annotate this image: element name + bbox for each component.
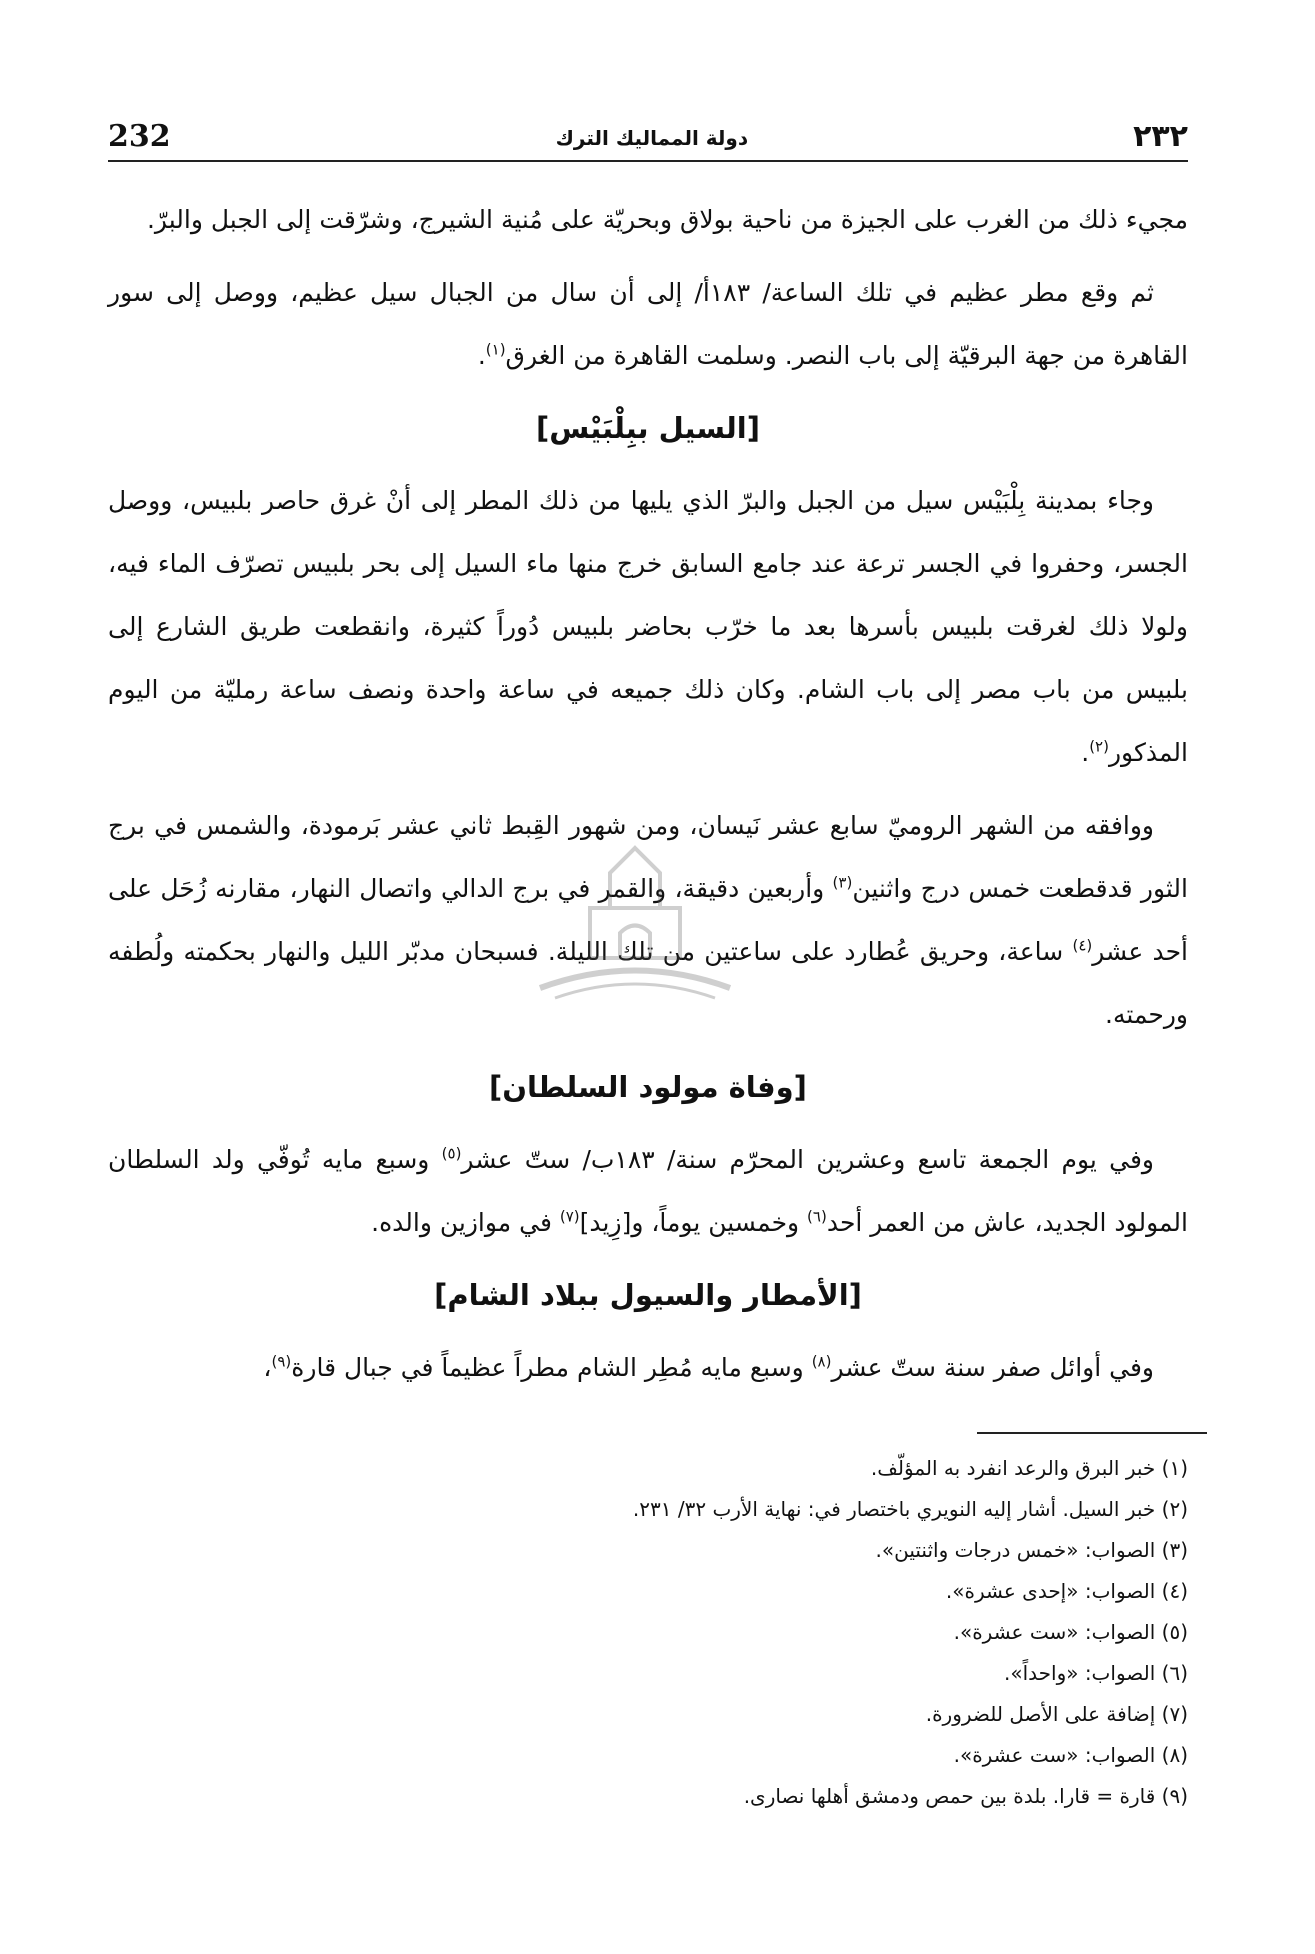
footnote: (٩) قارة = قارا. بلدة بين حمص ودمشق أهلها نصارى.: [743, 1784, 1188, 1808]
footnote-ref[interactable]: (١): [485, 340, 506, 359]
footnote-ref[interactable]: (٦): [807, 1207, 827, 1226]
section-heading: [السيل ببِلْبَيْس]: [536, 411, 760, 445]
footnote: (٣) الصواب: «خمس درجات واثنتين».: [875, 1538, 1188, 1562]
running-title: دولة المماليك الترك: [555, 126, 749, 150]
footnote-ref[interactable]: (٣): [832, 873, 853, 892]
footnote: (١) خبر البرق والرعد انفرد به المؤلّف.: [870, 1456, 1188, 1480]
footnote-ref[interactable]: (٧): [559, 1207, 580, 1226]
footnote-separator: [977, 1432, 1207, 1434]
footnote: (٢) خبر السيل. أشار إليه النويري باختصار في: نهاية الأرب ٣٢/ ٢٣١.: [632, 1497, 1188, 1521]
footnote: (٤) الصواب: «إحدى عشرة».: [945, 1579, 1188, 1603]
paragraph: ثم وقع مطر عظيم في تلك الساعة/ ١٨٣أ/ إلى أن سال من الجبال سيل عظيم، ووصل إلى سور القاهرة من جهة البرقيّة إلى باب النصر. وسلمت القاهرة من الغرق$^{(١)}$.: [108, 278, 1188, 370]
footnote: (٥) الصواب: «ست عشرة».: [953, 1620, 1188, 1644]
footnotes: [108, 1448, 1188, 1817]
footnote-ref[interactable]: (٩): [271, 1352, 292, 1371]
footnote-ref[interactable]: (٥): [441, 1144, 462, 1163]
page-number-latin: 232: [108, 119, 171, 154]
paragraph: وفي أوائل صفر سنة ستّ عشر$^{(٨)}$ وسبع مايه مُطِر الشام مطراً عظيماً في جبال قارة$^{(٩)}$،: [263, 1352, 1154, 1382]
page-number-arabic: ٢٣٢: [1133, 119, 1188, 154]
footnote-ref[interactable]: (٤): [1072, 936, 1093, 955]
paragraph: مجيء ذلك من الغرب على الجيزة من ناحية بولاق وبحريّة على مُنية الشيرج، وشرّقت إلى الجبل والبرّ.: [146, 205, 1188, 234]
page-header: [108, 100, 1188, 162]
section-heading: [وفاة مولود السلطان]: [489, 1070, 807, 1104]
section-heading: [الأمطار والسيول ببلاد الشام]: [434, 1278, 862, 1312]
footnote: (٨) الصواب: «ست عشرة».: [953, 1743, 1188, 1767]
paragraph: ووافقه من الشهر الروميّ سابع عشر نَيسان، ومن شهور القِبط ثاني عشر بَرمودة، والشمس في برج الثور قدقطعت خمس درج واثنين$^{(٣)}$ وأربعين دقيقة، والقمر في برج الدالي واتصال النهار، مقارنه زُحَل على أحد عشر$^{(٤)}$ ساعة، وحريق عُطارد على ساعتين من تلك الليلة. فسبحان مدبّر الليل والنهار بحكمته ولُطفه ورحمته.: [108, 811, 1189, 1029]
paragraph: وجاء بمدينة بِلْبَيْس سيل من الجبل والبرّ الذي يليها من ذلك المطر إلى أنْ غرق حاصر بلبيس، ووصل الجسر، وحفروا في الجسر ترعة عند جامع السابق خرج منها ماء السيل إلى بحر بلبيس تصرّف الماء فيه، ولولا ذلك لغرقت بلبيس بأسرها بعد ما خرّب بحاضر بلبيس دُوراً كثيرة، وانقطعت طريق الشارع إلى بلبيس من باب مصر إلى باب الشام. وكان ذلك جميعه في ساعة واحدة ونصف ساعة رمليّة من اليوم المذكور$^{(٢)}$.: [108, 486, 1188, 767]
footnote: (٧) إضافة على الأصل للضرورة.: [925, 1702, 1188, 1726]
main-text: [108, 188, 1188, 1409]
paragraph: وفي يوم الجمعة تاسع وعشرين المحرّم سنة/ ١٨٣ب/ ستّ عشر$^{(٥)}$ وسبع مايه تُوفّي ولد السلطان المولود الجديد، عاش من العمر أحد$^{(٦)}$ وخمسين يوماً، و[زِيد]$^{(٧)}$ في موازين والده.: [108, 1144, 1188, 1237]
footnote-ref[interactable]: (٨): [811, 1352, 832, 1371]
footnote-ref[interactable]: (٢): [1089, 737, 1109, 756]
footnote: (٦) الصواب: «واحداً».: [1004, 1661, 1188, 1685]
